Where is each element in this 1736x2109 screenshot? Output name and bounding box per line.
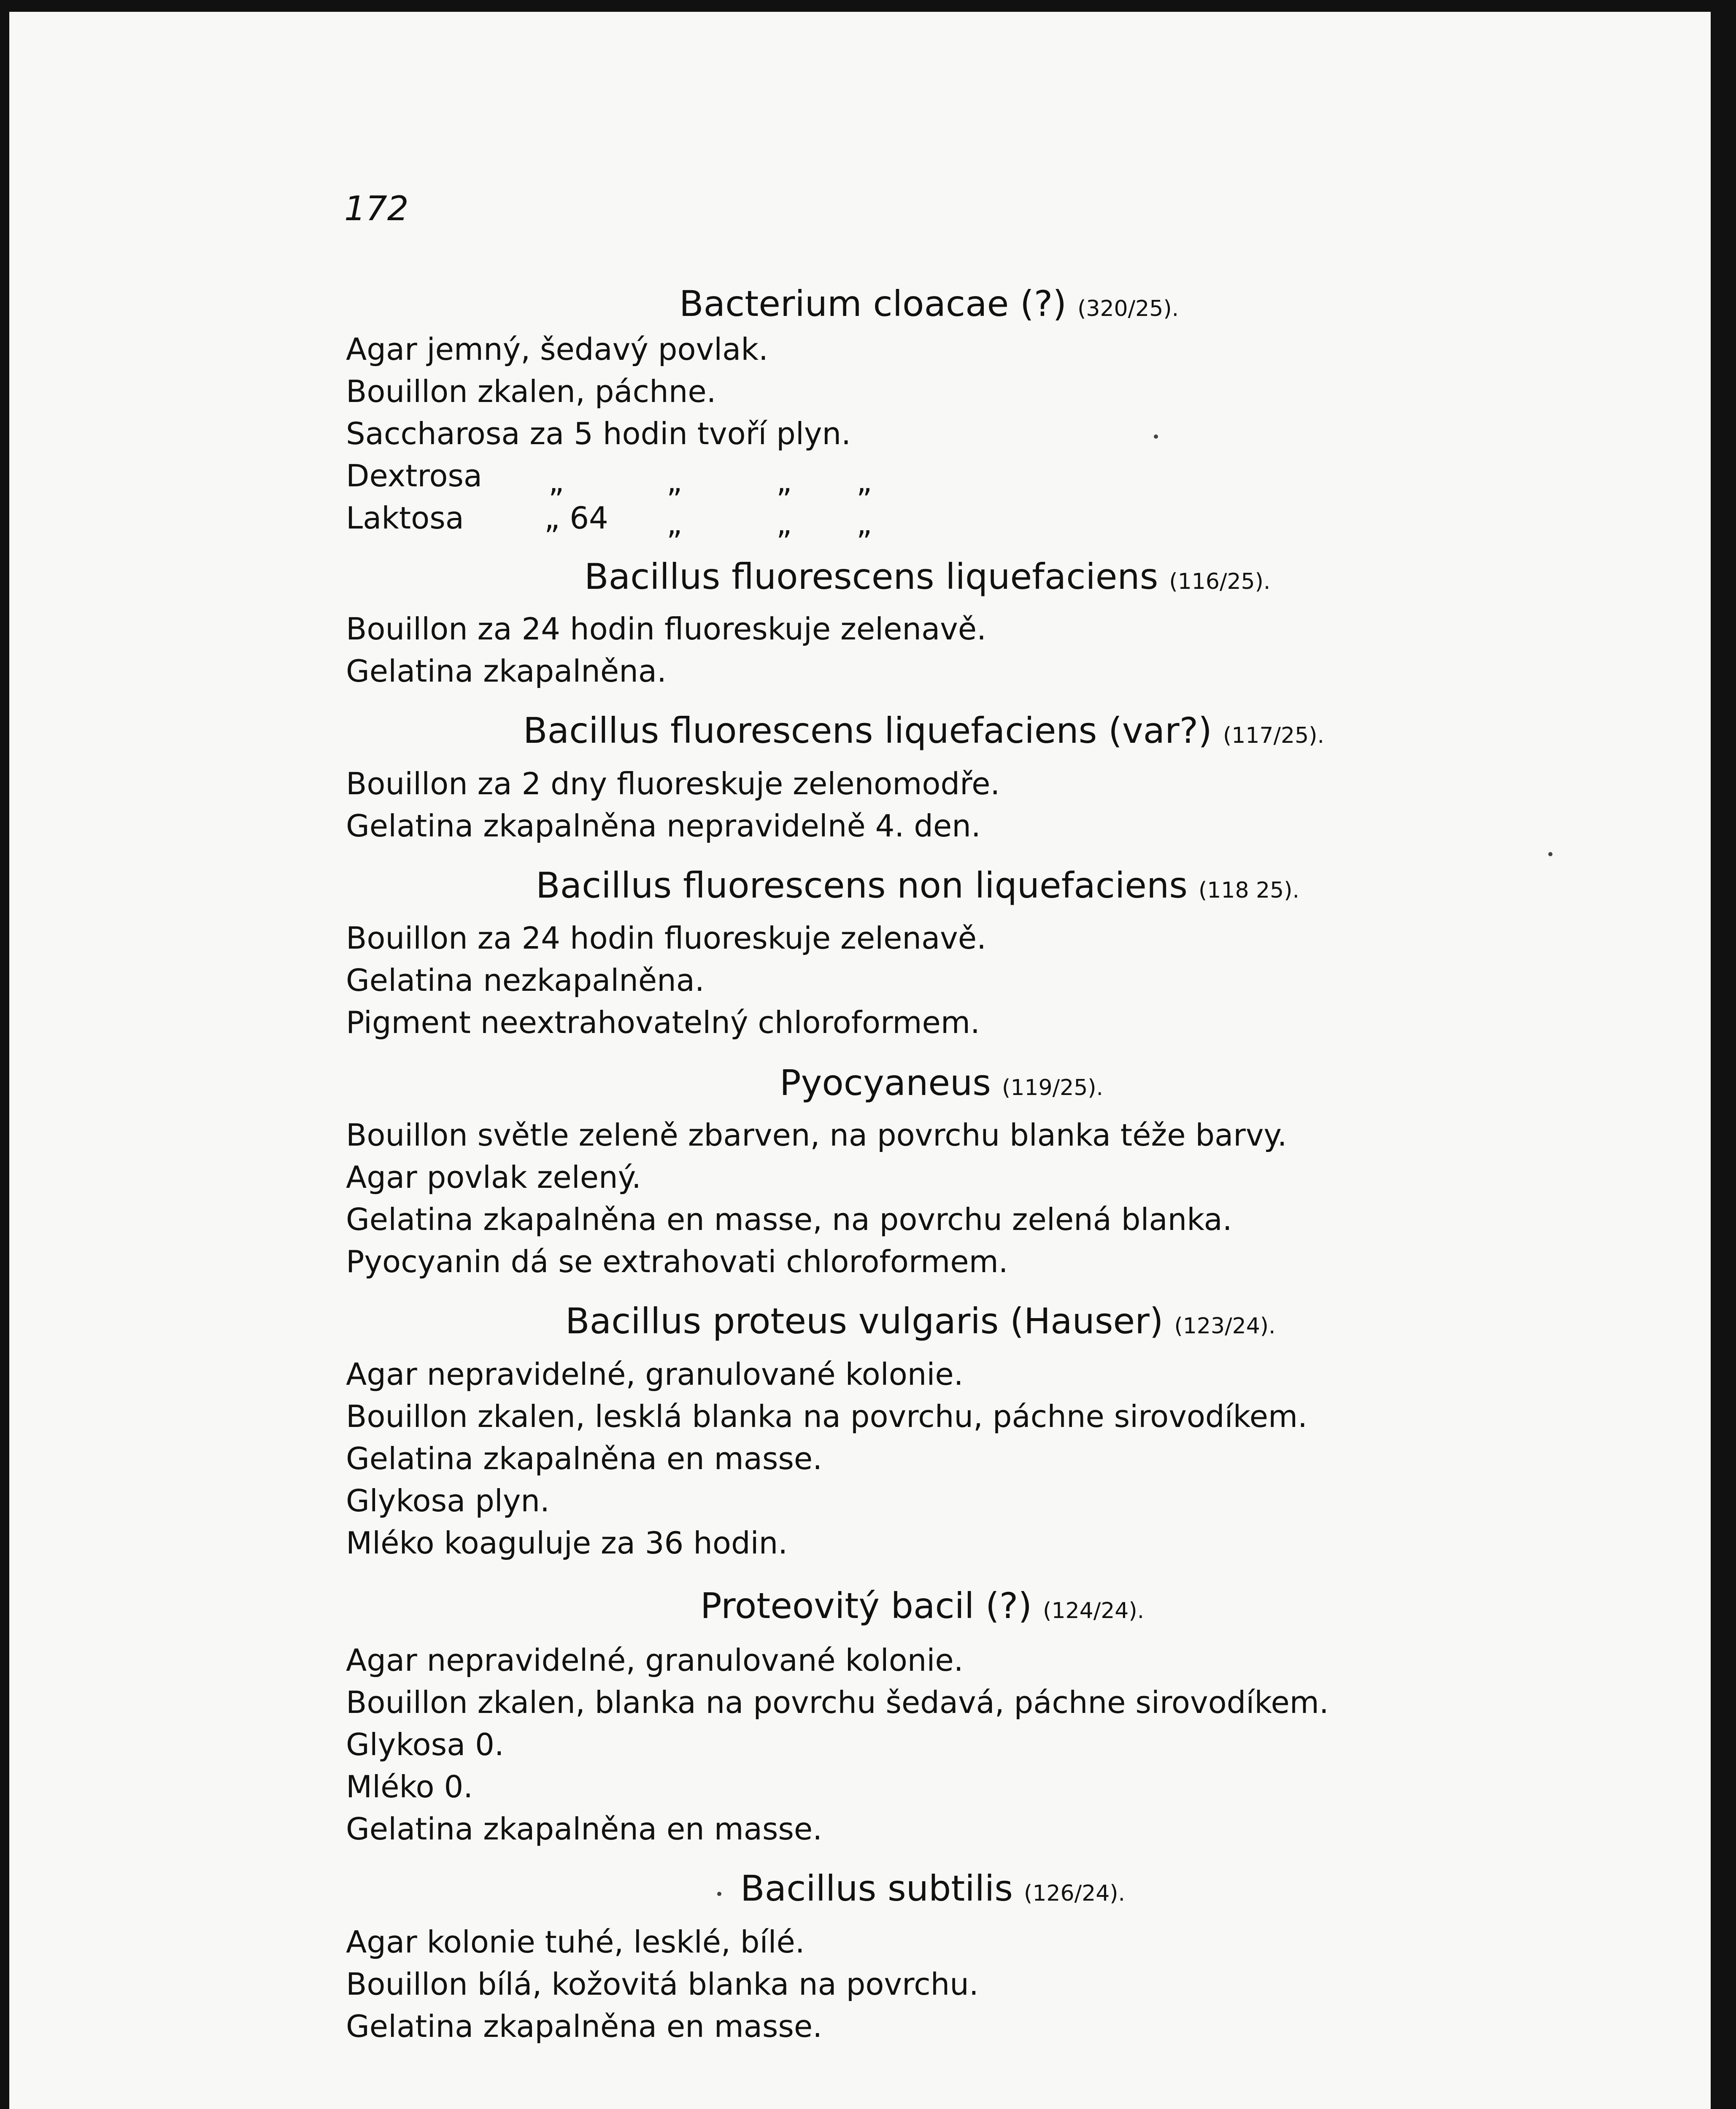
text-line: Bouillon za 2 dny fluoreskuje zelenomodře. bbox=[346, 766, 1000, 801]
text-line: Bouillon světle zeleně zbarven, na povrchu blanka téže barvy. bbox=[346, 1117, 1287, 1153]
ditto-row-value: „ 64 bbox=[544, 500, 608, 536]
text-line: Pyocyanin dá se extrahovati chloroformem. bbox=[346, 1244, 1008, 1279]
section-ref: (116/25). bbox=[1169, 569, 1271, 594]
section-title: Bacillus fluorescens liquefaciens bbox=[584, 556, 1158, 597]
section-ref: (124/24). bbox=[1043, 1598, 1145, 1624]
scan-border-left bbox=[0, 0, 9, 2109]
ditto-mark: „ bbox=[776, 464, 792, 499]
text-line: Glykosa 0. bbox=[346, 1727, 504, 1762]
scan-border-top bbox=[0, 0, 1736, 12]
text-line: Mléko koaguluje za 36 hodin. bbox=[346, 1525, 788, 1561]
text-line: Agar povlak zelený. bbox=[346, 1160, 641, 1195]
text-line: Gelatina zkapalněna nepravidelně 4. den. bbox=[346, 808, 981, 844]
text-line: Bouillon zkalen, lesklá blanka na povrchu, páchne sirovodíkem. bbox=[346, 1399, 1308, 1434]
text-line: Saccharosa za 5 hodin tvoří plyn. bbox=[346, 416, 851, 451]
section-title: Bacillus fluorescens liquefaciens (var?) bbox=[523, 710, 1212, 751]
section-heading bbox=[700, 1585, 1145, 1626]
ditto-row-label: Dextrosa bbox=[346, 458, 483, 494]
ditto-mark: „ bbox=[856, 506, 872, 541]
ditto-mark: „ bbox=[776, 506, 792, 541]
section-heading bbox=[740, 1868, 1126, 1909]
section-ref: (117/25). bbox=[1223, 723, 1325, 748]
page-number: 172 bbox=[344, 189, 409, 228]
text-line: Bouillon za 24 hodin fluoreskuje zelenavě. bbox=[346, 920, 986, 956]
ditto-mark: „ bbox=[667, 464, 683, 499]
section-title: Proteovitý bacil (?) bbox=[700, 1585, 1032, 1626]
section-title: Bacillus fluorescens non liquefaciens bbox=[536, 865, 1188, 906]
scan-speck bbox=[1154, 434, 1158, 439]
section-ref: (123/24). bbox=[1174, 1313, 1276, 1339]
scan-speck bbox=[1548, 852, 1552, 856]
ditto-mark: „ bbox=[856, 464, 872, 499]
text-line: Bouillon zkalen, páchne. bbox=[346, 374, 716, 409]
section-title: Pyocyaneus bbox=[780, 1062, 991, 1103]
text-line: Pigment neextrahovatelný chloroformem. bbox=[346, 1005, 980, 1040]
text-line: Gelatina zkapalněna en masse. bbox=[346, 1811, 823, 1847]
text-line: Mléko 0. bbox=[346, 1769, 473, 1804]
section-title: Bacillus subtilis bbox=[740, 1868, 1013, 1909]
section-ref: (119/25). bbox=[1002, 1075, 1104, 1100]
text-line: Agar nepravidelné, granulované kolonie. bbox=[346, 1357, 964, 1392]
section-ref: (320/25). bbox=[1077, 296, 1179, 321]
text-line: Bouillon zkalen, blanka na povrchu šedavá, páchne sirovodíkem. bbox=[346, 1685, 1329, 1720]
text-line: Gelatina zkapalněna en masse. bbox=[346, 2009, 823, 2044]
text-line: Gelatina zkapalněna en masse. bbox=[346, 1441, 823, 1476]
text-line: Agar nepravidelné, granulované kolonie. bbox=[346, 1642, 964, 1678]
section-title: Bacillus proteus vulgaris (Hauser) bbox=[565, 1300, 1164, 1342]
text-line: Glykosa plyn. bbox=[346, 1483, 550, 1518]
text-line: Gelatina zkapalněna en masse, na povrchu zelená blanka. bbox=[346, 1202, 1232, 1237]
section-heading bbox=[565, 1300, 1276, 1342]
ditto-mark: „ bbox=[667, 506, 683, 541]
scan-border-right bbox=[1711, 0, 1736, 2109]
ditto-mark: „ bbox=[548, 464, 564, 499]
section-title: Bacterium cloacae (?) bbox=[679, 283, 1067, 324]
text-line: Gelatina zkapalněna. bbox=[346, 653, 667, 689]
section-heading bbox=[780, 1062, 1104, 1103]
text-line: Bouillon za 24 hodin fluoreskuje zelenavě. bbox=[346, 611, 986, 647]
section-heading bbox=[536, 865, 1300, 906]
section-ref: (118 25). bbox=[1198, 878, 1300, 903]
scan-speck bbox=[717, 1892, 721, 1896]
section-heading bbox=[584, 556, 1271, 597]
section-ref: (126/24). bbox=[1024, 1881, 1126, 1906]
section-heading bbox=[679, 283, 1179, 324]
text-line: Bouillon bílá, kožovitá blanka na povrchu. bbox=[346, 1966, 979, 2002]
text-line: Agar jemný, šedavý povlak. bbox=[346, 332, 768, 367]
ditto-row-label: Laktosa bbox=[346, 500, 464, 536]
text-line: Gelatina nezkapalněna. bbox=[346, 963, 705, 998]
text-line: Agar kolonie tuhé, lesklé, bílé. bbox=[346, 1924, 805, 1960]
section-heading bbox=[523, 710, 1325, 751]
